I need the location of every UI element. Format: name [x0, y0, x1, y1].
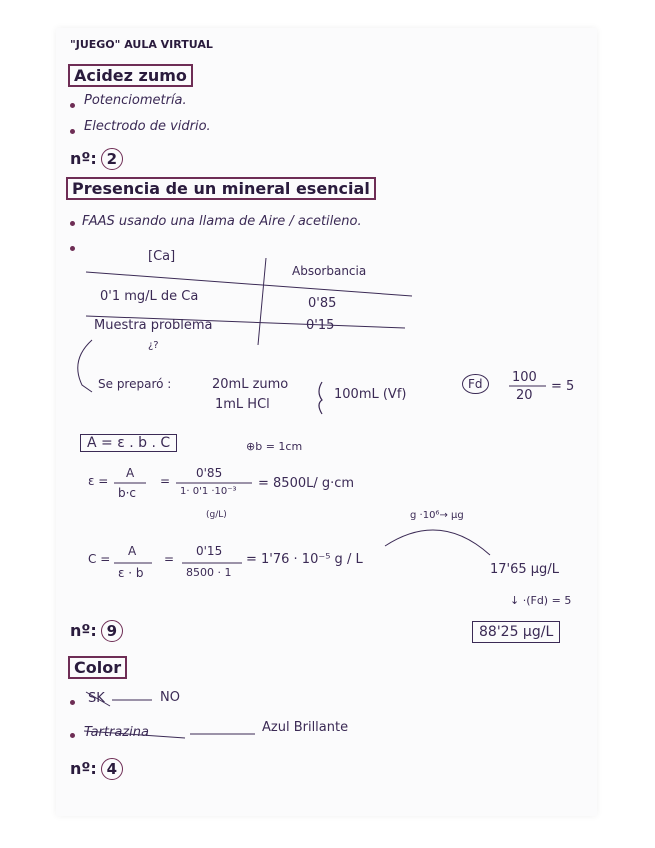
conversion-label: g ·10⁶→ µg	[410, 510, 464, 521]
count-label: nº:	[70, 149, 97, 168]
c-lhs: C =	[88, 552, 111, 566]
table-row1-c1: 0'1 mg/L de Ca	[100, 289, 199, 304]
section1-title: Acidez zumo	[68, 64, 193, 87]
fd-label: Fd	[462, 374, 489, 394]
color-item2-struck: Tartrazina	[84, 725, 149, 740]
table-row1-c2: 0'85	[308, 296, 337, 311]
count-value: 2	[101, 148, 123, 170]
bullet	[70, 221, 75, 226]
brace	[319, 382, 322, 414]
c-fd-step: ↓ ·(Fd) = 5	[510, 594, 572, 607]
section2-title: Presencia de un mineral esencial	[66, 177, 376, 200]
section1-item-2: Electrodo de vidrio.	[84, 119, 211, 134]
section3-count	[70, 758, 123, 780]
prep-volume: 100mL (Vf)	[334, 387, 407, 402]
table-col1-header: [Ca]	[148, 249, 176, 264]
c-result: = 1'76 · 10⁻⁵ g / L	[246, 552, 363, 567]
color-item1-result: NO	[160, 690, 180, 705]
section1-item-1: Potenciometría.	[84, 93, 187, 108]
eps-frac1-num: A	[126, 466, 135, 480]
fd-denominator: 20	[516, 388, 533, 403]
table-question: ¿?	[148, 340, 159, 351]
eps-lhs: ε =	[88, 474, 109, 488]
color-item1-struck: SK	[88, 691, 105, 706]
c-frac2-num: 0'15	[196, 544, 223, 558]
c-converted: 17'65 µg/L	[490, 562, 559, 577]
section2-count	[70, 620, 123, 642]
conversion-arrow	[385, 530, 490, 555]
bullet	[70, 129, 75, 134]
bullet	[70, 246, 75, 251]
bullet	[70, 103, 75, 108]
prep-line2: 1mL HCl	[215, 397, 270, 412]
eps-units: (g/L)	[206, 510, 227, 520]
beer-lambert-formula: A = ε . b . C	[80, 434, 177, 452]
section3-title: Color	[68, 656, 127, 679]
bullet	[70, 733, 75, 738]
eps-frac2-den: 1· 0'1 ·10⁻³	[180, 486, 237, 497]
c-final-result: 88'25 µg/L	[472, 621, 560, 643]
bullet	[70, 700, 75, 705]
eps-result: = 8500L/ g·cm	[258, 476, 355, 491]
fd-result: = 5	[551, 379, 575, 394]
c-frac1-num: A	[128, 544, 137, 558]
count-value: 4	[101, 758, 123, 780]
section1-count	[70, 148, 123, 170]
eps-frac2-num: 0'85	[196, 466, 223, 480]
path-length-note: ⊕b = 1cm	[246, 440, 303, 453]
count-value: 9	[101, 620, 123, 642]
curved-arrow	[78, 340, 92, 392]
fd-numerator: 100	[512, 370, 537, 385]
color-item2-result: Azul Brillante	[262, 720, 349, 735]
page-header: "JUEGO" AULA VIRTUAL	[70, 38, 213, 51]
table-row2-c1: Muestra problema	[94, 318, 213, 333]
prep-lead: Se preparó :	[98, 377, 172, 391]
prep-line1: 20mL zumo	[212, 377, 289, 392]
table-col2-header: Absorbancia	[292, 264, 367, 278]
table-row2-c2: 0'15	[306, 318, 335, 333]
eps-frac1-den: b·c	[118, 486, 137, 500]
c-frac1-den: ε · b	[118, 566, 144, 580]
c-frac2-den: 8500 · 1	[186, 566, 232, 579]
count-label: nº:	[70, 759, 97, 778]
table-divider	[258, 258, 266, 345]
count-label: nº:	[70, 621, 97, 640]
section2-item-1: FAAS usando una llama de Aire / acetileno.	[82, 214, 362, 229]
